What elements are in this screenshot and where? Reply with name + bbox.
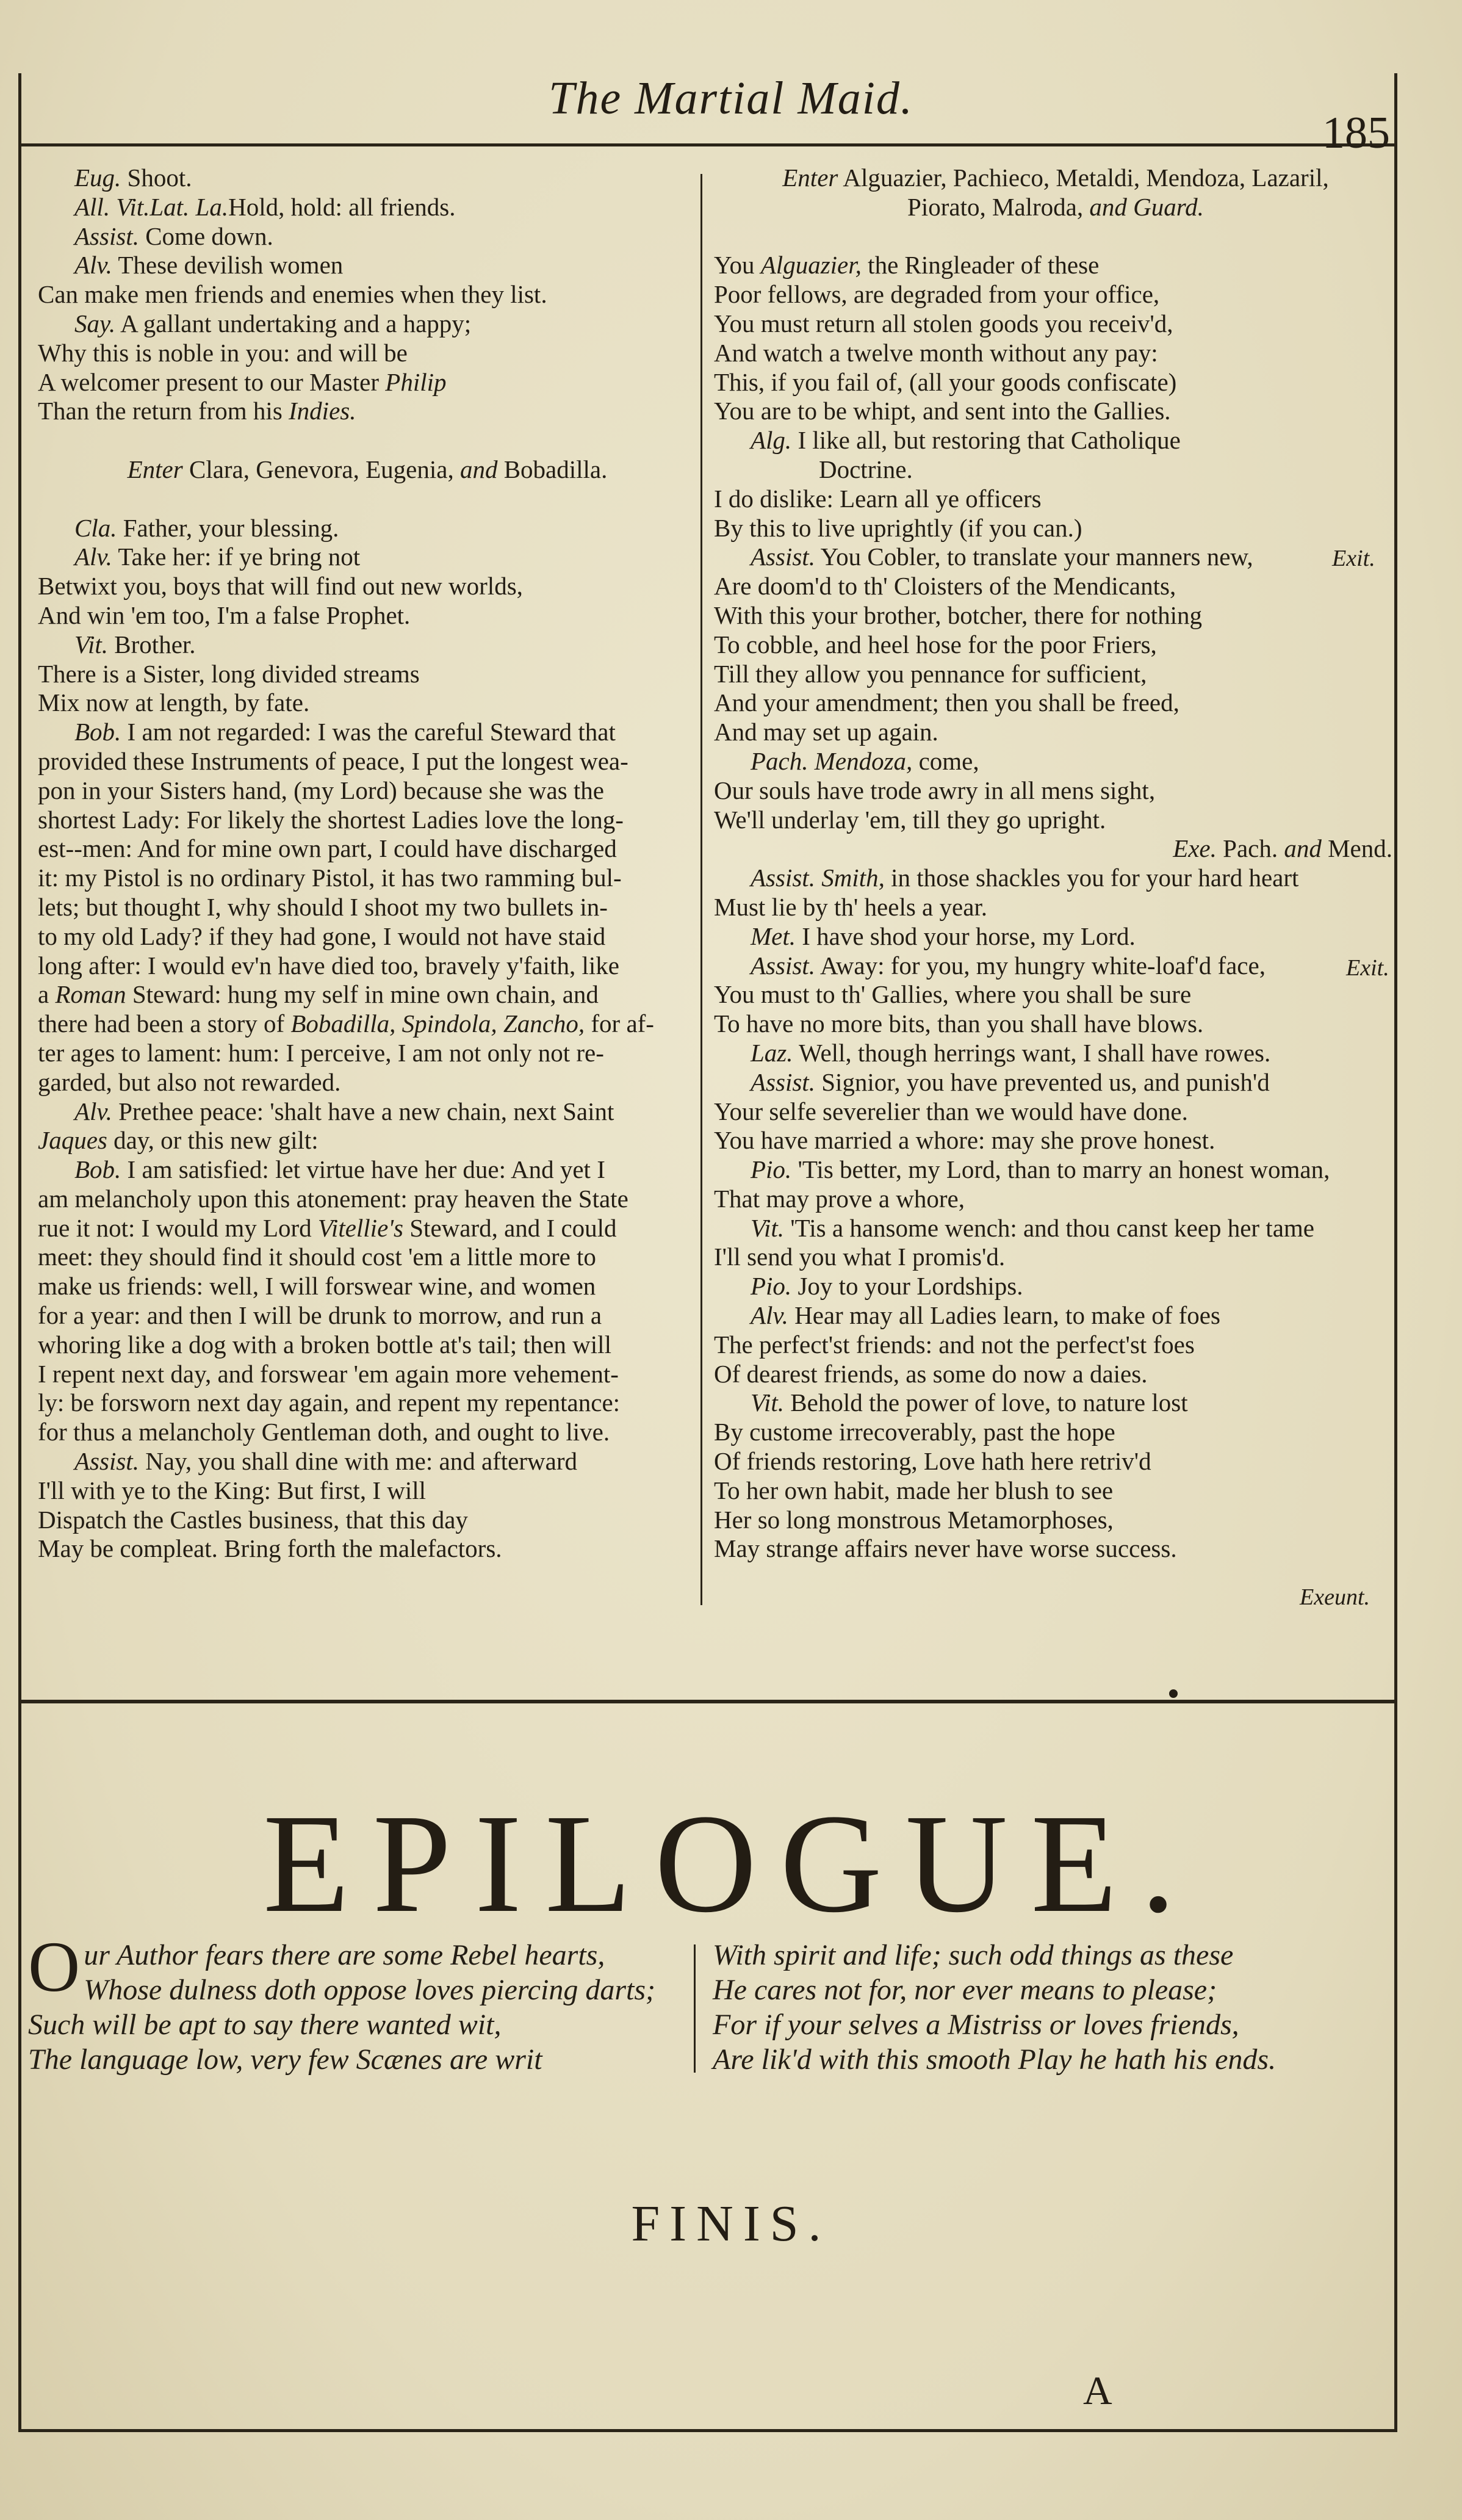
- text-line: ter ages to lament: hum: I perceive, I am not only not re-: [38, 1038, 604, 1067]
- text-line: Enter Alguazier, Pachieco, Metaldi, Mendoza, Lazaril,: [782, 164, 1329, 192]
- finis: FINIS.: [631, 2195, 831, 2252]
- text-line: Pach. Mendoza, come,: [751, 746, 979, 775]
- text-line: Poor fellows, are degraded from your office,: [714, 280, 1160, 309]
- text-line: To cobble, and heel hose for the poor Friers,: [714, 630, 1157, 659]
- text-line: lets; but thought I, why should I shoot my two bullets in-: [38, 892, 608, 921]
- text-line: Of dearest friends, as some do now a daies.: [714, 1359, 1148, 1388]
- verse-line: ur Author fears there are some Rebel hearts,: [84, 1939, 605, 1971]
- text-line: Piorato, Malroda, and Guard.: [907, 192, 1204, 221]
- text-line: Pio. 'Tis better, my Lord, than to marry an honest woman,: [751, 1155, 1330, 1184]
- text-line: Pio. Joy to your Lordships.: [751, 1272, 1023, 1301]
- page-number: 185: [1322, 108, 1390, 158]
- text-line: And may set up again.: [714, 718, 938, 746]
- text-line: there had been a story of Bobadilla, Spindola, Zancho, for af-: [38, 1009, 654, 1038]
- text-line: To her own habit, made her blush to see: [714, 1476, 1114, 1504]
- verse-line: Such will be apt to say there wanted wit,: [28, 2009, 502, 2041]
- text-line: I'll with ye to the King: But first, I will: [38, 1476, 427, 1504]
- text-line: Doctrine.: [769, 455, 913, 483]
- right-text-column: [714, 164, 1397, 1564]
- text-line: Bob. I am satisfied: let virtue have her due: And yet I: [74, 1155, 605, 1184]
- ink-dot: [1169, 1689, 1178, 1698]
- text-line: [38, 426, 697, 455]
- text-line: garded, but also not rewarded.: [38, 1067, 341, 1096]
- verse-line: Are lik'd with this smooth Play he hath his ends.: [713, 2043, 1277, 2076]
- text-line: Betwixt you, boys that will find out new worlds,: [38, 572, 523, 601]
- text-line: May strange affairs never have worse success.: [714, 1534, 1177, 1563]
- text-line: Of friends restoring, Love hath here retriv'd: [714, 1447, 1151, 1476]
- text-line: Laz. Well, though herrings want, I shall have rowes.: [751, 1038, 1271, 1067]
- epilogue-left-verse: [28, 1927, 687, 2077]
- verse-line: The language low, very few Scænes are writ: [28, 2043, 542, 2076]
- text-line: Alv. Hear may all Ladies learn, to make of foes: [751, 1301, 1220, 1330]
- text-line: Assist. Away: for you, my hungry white-loaf'd face,: [751, 951, 1266, 980]
- text-line: Met. I have shod your horse, my Lord.: [751, 922, 1136, 950]
- running-title: The Martial Maid.: [549, 73, 913, 124]
- epilogue-column-divider: [694, 1944, 696, 2073]
- text-line: for thus a melancholy Gentleman doth, and ought to live.: [38, 1418, 610, 1446]
- text-line: Vit. Behold the power of love, to nature lost: [751, 1388, 1188, 1417]
- verse-line: He cares not for, nor ever means to please;: [713, 1974, 1217, 2006]
- epilogue-divider: [18, 1700, 1394, 1703]
- text-line: Assist. Smith, in those shackles you for your hard heart: [751, 864, 1299, 892]
- text-line: Jaques day, or this new gilt:: [38, 1126, 319, 1155]
- text-line: am melancholy upon this atonement: pray heaven the State: [38, 1184, 628, 1213]
- text-line: Our souls have trode awry in all mens sight,: [714, 776, 1156, 804]
- text-line: You are to be whipt, and sent into the Gallies.: [714, 397, 1171, 425]
- text-line: Assist. Nay, you shall dine with me: and afterward: [74, 1447, 577, 1476]
- text-line: You Alguazier, the Ringleader of these: [714, 251, 1100, 280]
- text-line: And win 'em too, I'm a false Prophet.: [38, 601, 411, 629]
- text-line: Than the return from his Indies.: [38, 397, 356, 425]
- text-line: Can make men friends and enemies when they list.: [38, 280, 547, 309]
- text-line: There is a Sister, long divided streams: [38, 659, 420, 688]
- text-line: And your amendment; then you shall be freed,: [714, 688, 1179, 717]
- header-rule: [18, 143, 1394, 146]
- text-line: By this to live uprightly (if you can.): [714, 513, 1082, 542]
- text-line: ly: be forsworn next day again, and repent my repentance:: [38, 1388, 621, 1417]
- text-line: This, if you fail of, (all your goods confiscate): [714, 367, 1177, 396]
- text-line: Alv. These devilish women: [74, 251, 344, 280]
- text-line: That may prove a whore,: [714, 1184, 965, 1213]
- text-line: to my old Lady? if they had gone, I would not have staid: [38, 922, 606, 950]
- text-line: Vit. Brother.: [74, 630, 196, 659]
- text-line: [714, 222, 1397, 251]
- text-line: pon in your Sisters hand, (my Lord) because she was the: [38, 776, 604, 804]
- text-line: shortest Lady: For likely the shortest Ladies love the long-: [38, 805, 624, 834]
- text-line: Your selfe severelier than we would have done.: [714, 1097, 1188, 1125]
- text-line: Alv. Take her: if ye bring not: [74, 543, 361, 571]
- text-line: Alg. I like all, but restoring that Catholique: [751, 426, 1181, 455]
- text-line: Enter Clara, Genevora, Eugenia, and Bobadilla.: [127, 455, 608, 483]
- text-line: You must to th' Gallies, where you shall be sure: [714, 980, 1192, 1009]
- column-divider: [700, 174, 702, 1605]
- text-line: May be compleat. Bring forth the malefactors.: [38, 1534, 502, 1563]
- text-line: meet: they should find it should cost 'em a little more to: [38, 1243, 596, 1271]
- exit-mark: Exit.: [1346, 955, 1389, 981]
- text-line: rue it not: I would my Lord Vitellie's Steward, and I could: [38, 1213, 617, 1242]
- text-line: Till they allow you pennance for sufficient,: [714, 659, 1147, 688]
- text-line: for a year: and then I will be drunk to morrow, and run a: [38, 1301, 602, 1330]
- text-line: a Roman Steward: hung my self in mine own chain, and: [38, 980, 599, 1009]
- text-line: provided these Instruments of peace, I put the longest wea-: [38, 746, 628, 775]
- text-line: I'll send you what I promis'd.: [714, 1243, 1006, 1271]
- text-line: est--men: And for mine own part, I could have discharged: [38, 834, 617, 863]
- text-line: We'll underlay 'em, till they go upright.: [714, 805, 1106, 834]
- text-line: Are doom'd to th' Cloisters of the Mendicants,: [714, 572, 1176, 601]
- text-line: With this your brother, botcher, there for nothing: [714, 601, 1203, 629]
- exit-mark: Exit.: [1332, 546, 1375, 571]
- epilogue-right-verse: [713, 1938, 1390, 2077]
- text-line: All. Vit.Lat. La.Hold, hold: all friends.: [74, 192, 456, 221]
- text-line: Assist. Come down.: [74, 222, 273, 250]
- text-line: To have no more bits, than you shall have blows.: [714, 1009, 1204, 1038]
- text-line: I do dislike: Learn all ye officers: [714, 484, 1042, 513]
- text-line: Vit. 'Tis a hansome wench: and thou canst keep her tame: [751, 1213, 1314, 1242]
- text-line: A welcomer present to our Master Philip: [38, 367, 447, 396]
- epilogue-title: EPILOGUE.: [262, 1785, 1200, 1942]
- text-line: make us friends: well, I will forswear wine, and women: [38, 1272, 596, 1301]
- text-line: Assist. You Cobler, to translate your manners new,: [751, 543, 1253, 571]
- text-line: Her so long monstrous Metamorphoses,: [714, 1505, 1114, 1534]
- signature-mark: A: [1083, 2369, 1112, 2413]
- text-line: Say. A gallant undertaking and a happy;: [74, 309, 472, 338]
- text-line: I repent next day, and forswear 'em again more vehement-: [38, 1359, 619, 1388]
- text-line: Bob. I am not regarded: I was the careful Steward that: [74, 718, 616, 746]
- text-line: long after: I would ev'n have died too, bravely y'faith, like: [38, 951, 619, 980]
- verse-line: For if your selves a Mistriss or loves friends,: [713, 2009, 1239, 2041]
- verse-line: Whose dulness doth oppose loves piercing darts;: [84, 1974, 655, 2006]
- verse-line: With spirit and life; such odd things as these: [713, 1939, 1234, 1971]
- text-line: whoring like a dog with a broken bottle at's tail; then will: [38, 1330, 611, 1359]
- left-text-column: [38, 164, 697, 1564]
- text-line: Alv. Prethee peace: 'shalt have a new chain, next Saint: [74, 1097, 614, 1125]
- text-line: The perfect'st friends: and not the perfect'st foes: [714, 1330, 1195, 1359]
- text-line: And watch a twelve month without any pay:: [714, 338, 1158, 367]
- text-line: Must lie by th' heels a year.: [714, 892, 988, 921]
- text-line: Assist. Signior, you have prevented us, and punish'd: [751, 1067, 1270, 1096]
- text-line: Eug. Shoot.: [74, 164, 192, 192]
- text-line: Mix now at length, by fate.: [38, 688, 310, 717]
- drop-cap: O: [28, 1927, 81, 2007]
- text-line: Exe. Pach. and Mend.: [1173, 834, 1392, 863]
- exeunt-mark: Exeunt.: [1300, 1584, 1370, 1610]
- text-line: Cla. Father, your blessing.: [74, 513, 339, 542]
- text-line: Why this is noble in you: and will be: [38, 338, 408, 367]
- text-line: [38, 485, 697, 514]
- text-line: By custome irrecoverably, past the hope: [714, 1418, 1115, 1446]
- text-line: You have married a whore: may she prove honest.: [714, 1126, 1215, 1155]
- text-line: Dispatch the Castles business, that this day: [38, 1505, 468, 1534]
- text-line: You must return all stolen goods you receiv'd,: [714, 309, 1173, 338]
- text-line: it: my Pistol is no ordinary Pistol, it has two ramming bul-: [38, 864, 622, 892]
